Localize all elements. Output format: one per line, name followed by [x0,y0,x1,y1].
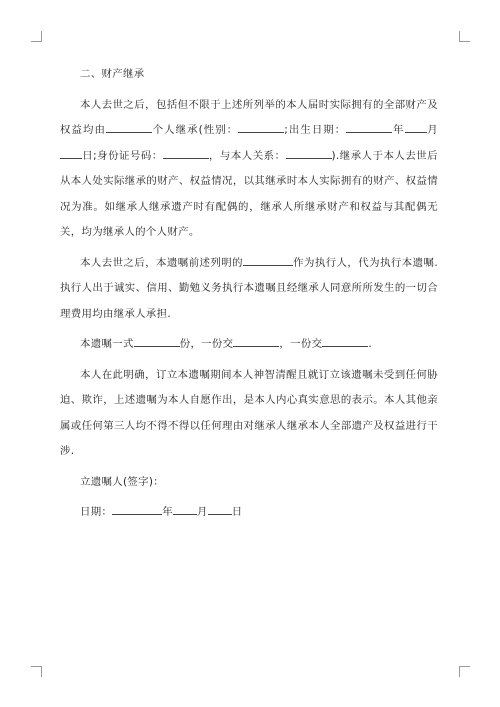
copies-text-1: 本遗嘱一式 [80,338,134,350]
gender-blank[interactable] [238,121,284,133]
sign-year-unit: 年 [162,506,173,518]
crop-mark-top-left [31,31,42,42]
signature-label: 立遗嘱人(签字)： [80,475,164,488]
inheritance-text-6: ).继承人于本人去世后从本人处实际继承的财产、权益情况，以其继承时本人实际拥有的财产、权益情况为准。如继承人继承遗产时有配偶的，继承人所继承财产和权益与其配偶无关，均为继承人的个人财产。 [60,149,438,238]
copies-paragraph [60,332,438,358]
date-label: 日期： [80,506,113,518]
crop-mark-bottom-left [31,666,42,677]
inheritance-text-4: 日;身份证号码： [82,149,163,162]
declaration-text: 本人在此明确，订立本遗嘱期间本人神智清醒且就订立该遗嘱未受到任何胁迫、欺诈，上述遗嘱为本人自愿作出，是本人内心真实意思的表示。本人其他亲属或任何第三人均不得不得以任何理由对继承人继承本人全部遗产及权益进行干涉. [60,368,438,457]
sign-day-blank[interactable] [208,503,232,515]
birth-month-unit: 月 [426,124,439,136]
inheritance-paragraph [60,93,438,246]
copy-recipient-1-blank[interactable] [233,335,279,347]
executor-name-blank[interactable] [243,254,293,266]
birth-day-blank[interactable] [60,147,82,159]
sign-year-blank[interactable] [112,503,162,515]
copies-count-blank[interactable] [134,335,180,347]
birth-month-blank[interactable] [405,121,427,133]
copies-text-3: ，一份交 [279,338,323,350]
id-number-blank[interactable] [163,147,209,159]
birth-year-blank[interactable] [346,121,392,133]
declaration-paragraph [60,363,438,465]
copies-text-2: 份，一份交 [179,338,234,350]
sign-month-blank[interactable] [173,503,197,515]
section-heading [60,62,438,88]
crop-mark-bottom-right [459,666,470,677]
inheritance-text-1: 本人去世之后，包括但不限于上述所列举的本人届时实际拥有的全部财产及权益均由 [60,98,438,136]
sign-day-unit: 日 [231,506,243,518]
date-line [60,500,438,526]
inheritance-text-2: 个人继承(性别： [151,124,239,136]
signature-line [60,470,438,496]
heir-name-blank[interactable] [106,121,152,133]
section-heading-text: 二、财产继承 [80,68,145,80]
document-body [60,62,438,526]
copies-text-4: . [368,338,373,350]
copy-recipient-2-blank[interactable] [322,335,368,347]
birth-year-unit: 年 [392,124,405,136]
executor-text-2: 作为执行人，代为执行本遗嘱.执行人出于诚实、信用、勤勉义务执行本遗嘱且经继承人同意所所发生的一切合理费用均由继承人承担. [60,256,439,320]
sign-month-unit: 月 [196,506,208,518]
executor-text-1: 本人去世之后，本遗嘱前述列明的 [80,256,243,269]
inheritance-text-5: ，与本人关系： [208,149,286,162]
executor-paragraph [60,251,438,328]
inheritance-text-3: ;出生日期： [284,124,347,136]
relationship-blank[interactable] [286,147,332,159]
crop-mark-top-right [459,31,470,42]
